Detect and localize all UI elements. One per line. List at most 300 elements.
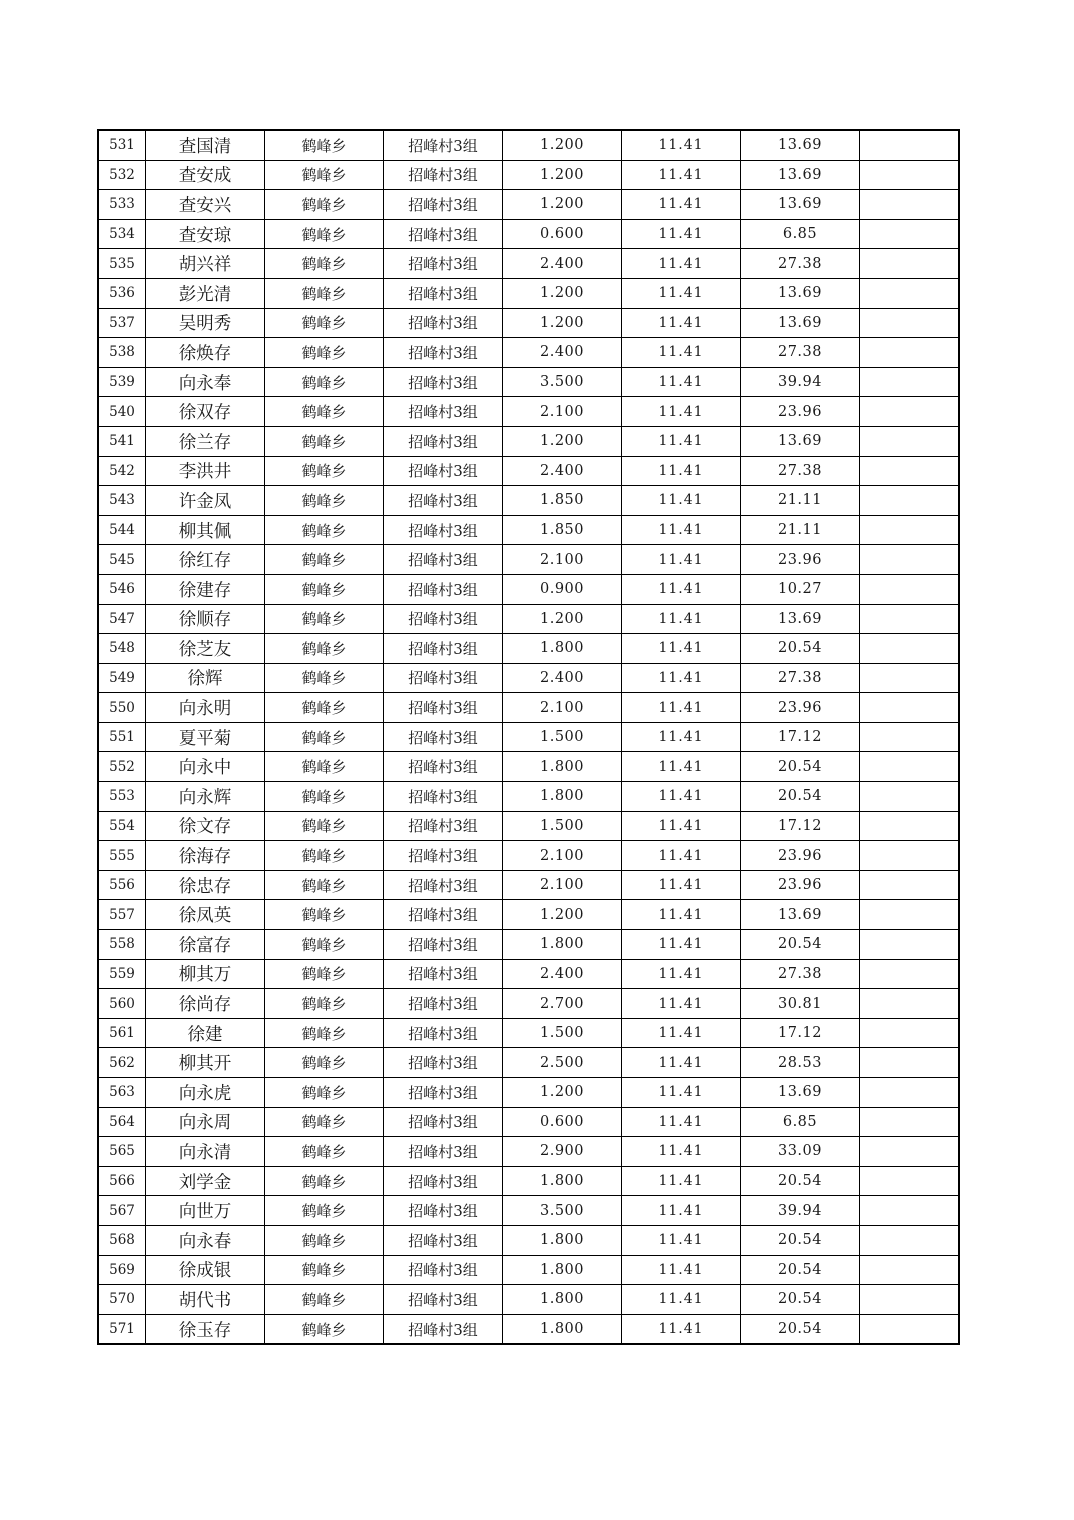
rate-cell: 11.41 xyxy=(622,782,741,812)
row-number-cell: 532 xyxy=(98,160,146,190)
township-cell: 鹤峰乡 xyxy=(265,1018,384,1048)
amount-cell: 21.11 xyxy=(741,515,860,545)
name-cell: 徐辉 xyxy=(146,663,265,693)
name-cell: 许金凤 xyxy=(146,486,265,516)
township-cell: 鹤峰乡 xyxy=(265,545,384,575)
township-cell: 鹤峰乡 xyxy=(265,604,384,634)
note-cell xyxy=(860,1107,960,1137)
township-cell: 鹤峰乡 xyxy=(265,219,384,249)
village-group-cell: 招峰村3组 xyxy=(384,190,503,220)
township-cell: 鹤峰乡 xyxy=(265,1078,384,1108)
amount-cell: 23.96 xyxy=(741,841,860,871)
amount-cell: 20.54 xyxy=(741,782,860,812)
table-row xyxy=(98,604,959,634)
note-cell xyxy=(860,1314,960,1344)
row-number-cell: 550 xyxy=(98,693,146,723)
note-cell xyxy=(860,1166,960,1196)
amount-cell: 6.85 xyxy=(741,219,860,249)
rate-cell: 11.41 xyxy=(622,752,741,782)
area-cell: 1.800 xyxy=(503,1314,622,1344)
rate-cell: 11.41 xyxy=(622,1285,741,1315)
amount-cell: 17.12 xyxy=(741,811,860,841)
township-cell: 鹤峰乡 xyxy=(265,959,384,989)
village-group-cell: 招峰村3组 xyxy=(384,870,503,900)
area-cell: 0.600 xyxy=(503,1107,622,1137)
table-row xyxy=(98,397,959,427)
name-cell: 夏平菊 xyxy=(146,722,265,752)
township-cell: 鹤峰乡 xyxy=(265,367,384,397)
rate-cell: 11.41 xyxy=(622,219,741,249)
row-number-cell: 538 xyxy=(98,338,146,368)
name-cell: 徐成银 xyxy=(146,1255,265,1285)
village-group-cell: 招峰村3组 xyxy=(384,308,503,338)
table-row xyxy=(98,1137,959,1167)
name-cell: 徐忠存 xyxy=(146,870,265,900)
township-cell: 鹤峰乡 xyxy=(265,308,384,338)
amount-cell: 13.69 xyxy=(741,426,860,456)
area-cell: 1.800 xyxy=(503,1166,622,1196)
township-cell: 鹤峰乡 xyxy=(265,722,384,752)
table-row xyxy=(98,722,959,752)
name-cell: 查安琼 xyxy=(146,219,265,249)
table-row xyxy=(98,545,959,575)
name-cell: 吴明秀 xyxy=(146,308,265,338)
amount-cell: 17.12 xyxy=(741,722,860,752)
amount-cell: 13.69 xyxy=(741,130,860,160)
note-cell xyxy=(860,278,960,308)
village-group-cell: 招峰村3组 xyxy=(384,811,503,841)
amount-cell: 6.85 xyxy=(741,1107,860,1137)
rate-cell: 11.41 xyxy=(622,1255,741,1285)
area-cell: 1.200 xyxy=(503,308,622,338)
township-cell: 鹤峰乡 xyxy=(265,160,384,190)
amount-cell: 33.09 xyxy=(741,1137,860,1167)
village-group-cell: 招峰村3组 xyxy=(384,515,503,545)
village-group-cell: 招峰村3组 xyxy=(384,1196,503,1226)
row-number-cell: 563 xyxy=(98,1078,146,1108)
area-cell: 1.800 xyxy=(503,930,622,960)
rate-cell: 11.41 xyxy=(622,1225,741,1255)
amount-cell: 39.94 xyxy=(741,367,860,397)
amount-cell: 23.96 xyxy=(741,397,860,427)
area-cell: 2.900 xyxy=(503,1137,622,1167)
note-cell xyxy=(860,486,960,516)
township-cell: 鹤峰乡 xyxy=(265,397,384,427)
row-number-cell: 568 xyxy=(98,1225,146,1255)
township-cell: 鹤峰乡 xyxy=(265,249,384,279)
note-cell xyxy=(860,308,960,338)
table-row xyxy=(98,367,959,397)
rate-cell: 11.41 xyxy=(622,989,741,1019)
village-group-cell: 招峰村3组 xyxy=(384,841,503,871)
amount-cell: 13.69 xyxy=(741,604,860,634)
amount-cell: 23.96 xyxy=(741,693,860,723)
name-cell: 查安兴 xyxy=(146,190,265,220)
village-group-cell: 招峰村3组 xyxy=(384,486,503,516)
township-cell: 鹤峰乡 xyxy=(265,900,384,930)
note-cell xyxy=(860,989,960,1019)
name-cell: 徐双存 xyxy=(146,397,265,427)
area-cell: 1.200 xyxy=(503,278,622,308)
village-group-cell: 招峰村3组 xyxy=(384,722,503,752)
area-cell: 3.500 xyxy=(503,367,622,397)
row-number-cell: 566 xyxy=(98,1166,146,1196)
township-cell: 鹤峰乡 xyxy=(265,752,384,782)
area-cell: 1.500 xyxy=(503,722,622,752)
township-cell: 鹤峰乡 xyxy=(265,989,384,1019)
village-group-cell: 招峰村3组 xyxy=(384,130,503,160)
rate-cell: 11.41 xyxy=(622,190,741,220)
note-cell xyxy=(860,959,960,989)
amount-cell: 30.81 xyxy=(741,989,860,1019)
amount-cell: 27.38 xyxy=(741,456,860,486)
area-cell: 1.850 xyxy=(503,486,622,516)
township-cell: 鹤峰乡 xyxy=(265,634,384,664)
note-cell xyxy=(860,397,960,427)
rate-cell: 11.41 xyxy=(622,338,741,368)
name-cell: 柳其万 xyxy=(146,959,265,989)
village-group-cell: 招峰村3组 xyxy=(384,1048,503,1078)
note-cell xyxy=(860,515,960,545)
amount-cell: 20.54 xyxy=(741,1225,860,1255)
area-cell: 1.200 xyxy=(503,604,622,634)
area-cell: 1.800 xyxy=(503,1255,622,1285)
table-row xyxy=(98,1255,959,1285)
name-cell: 徐尚存 xyxy=(146,989,265,1019)
row-number-cell: 539 xyxy=(98,367,146,397)
village-group-cell: 招峰村3组 xyxy=(384,249,503,279)
township-cell: 鹤峰乡 xyxy=(265,870,384,900)
note-cell xyxy=(860,219,960,249)
amount-cell: 27.38 xyxy=(741,663,860,693)
township-cell: 鹤峰乡 xyxy=(265,130,384,160)
name-cell: 徐文存 xyxy=(146,811,265,841)
amount-cell: 20.54 xyxy=(741,1166,860,1196)
township-cell: 鹤峰乡 xyxy=(265,278,384,308)
village-group-cell: 招峰村3组 xyxy=(384,1225,503,1255)
rate-cell: 11.41 xyxy=(622,1078,741,1108)
rate-cell: 11.41 xyxy=(622,1314,741,1344)
rate-cell: 11.41 xyxy=(622,1107,741,1137)
row-number-cell: 553 xyxy=(98,782,146,812)
note-cell xyxy=(860,1137,960,1167)
table-row xyxy=(98,811,959,841)
rate-cell: 11.41 xyxy=(622,1137,741,1167)
amount-cell: 27.38 xyxy=(741,249,860,279)
rate-cell: 11.41 xyxy=(622,811,741,841)
table-row xyxy=(98,1314,959,1344)
name-cell: 徐红存 xyxy=(146,545,265,575)
township-cell: 鹤峰乡 xyxy=(265,574,384,604)
note-cell xyxy=(860,1048,960,1078)
area-cell: 1.800 xyxy=(503,752,622,782)
row-number-cell: 567 xyxy=(98,1196,146,1226)
note-cell xyxy=(860,693,960,723)
row-number-cell: 556 xyxy=(98,870,146,900)
township-cell: 鹤峰乡 xyxy=(265,1285,384,1315)
area-cell: 3.500 xyxy=(503,1196,622,1226)
table-row xyxy=(98,219,959,249)
table-row xyxy=(98,870,959,900)
name-cell: 徐凤英 xyxy=(146,900,265,930)
table-row xyxy=(98,308,959,338)
village-group-cell: 招峰村3组 xyxy=(384,1137,503,1167)
village-group-cell: 招峰村3组 xyxy=(384,900,503,930)
note-cell xyxy=(860,130,960,160)
village-group-cell: 招峰村3组 xyxy=(384,338,503,368)
name-cell: 柳其开 xyxy=(146,1048,265,1078)
village-group-cell: 招峰村3组 xyxy=(384,426,503,456)
area-cell: 1.200 xyxy=(503,900,622,930)
village-group-cell: 招峰村3组 xyxy=(384,219,503,249)
note-cell xyxy=(860,752,960,782)
table-row xyxy=(98,930,959,960)
rate-cell: 11.41 xyxy=(622,249,741,279)
area-cell: 0.600 xyxy=(503,219,622,249)
amount-cell: 20.54 xyxy=(741,1314,860,1344)
rate-cell: 11.41 xyxy=(622,160,741,190)
amount-cell: 13.69 xyxy=(741,1078,860,1108)
village-group-cell: 招峰村3组 xyxy=(384,1285,503,1315)
rate-cell: 11.41 xyxy=(622,574,741,604)
amount-cell: 13.69 xyxy=(741,190,860,220)
amount-cell: 39.94 xyxy=(741,1196,860,1226)
village-group-cell: 招峰村3组 xyxy=(384,604,503,634)
name-cell: 胡代书 xyxy=(146,1285,265,1315)
table-row xyxy=(98,1225,959,1255)
name-cell: 李洪井 xyxy=(146,456,265,486)
area-cell: 2.400 xyxy=(503,456,622,486)
row-number-cell: 536 xyxy=(98,278,146,308)
row-number-cell: 544 xyxy=(98,515,146,545)
table-row xyxy=(98,1166,959,1196)
table-row xyxy=(98,338,959,368)
rate-cell: 11.41 xyxy=(622,456,741,486)
table-row xyxy=(98,1196,959,1226)
row-number-cell: 541 xyxy=(98,426,146,456)
rate-cell: 11.41 xyxy=(622,426,741,456)
area-cell: 1.500 xyxy=(503,811,622,841)
village-group-cell: 招峰村3组 xyxy=(384,1107,503,1137)
row-number-cell: 562 xyxy=(98,1048,146,1078)
amount-cell: 23.96 xyxy=(741,545,860,575)
township-cell: 鹤峰乡 xyxy=(265,1314,384,1344)
table-body xyxy=(98,130,959,1344)
name-cell: 柳其佩 xyxy=(146,515,265,545)
table-row xyxy=(98,1048,959,1078)
township-cell: 鹤峰乡 xyxy=(265,693,384,723)
township-cell: 鹤峰乡 xyxy=(265,841,384,871)
rate-cell: 11.41 xyxy=(622,959,741,989)
village-group-cell: 招峰村3组 xyxy=(384,930,503,960)
note-cell xyxy=(860,338,960,368)
amount-cell: 20.54 xyxy=(741,930,860,960)
amount-cell: 27.38 xyxy=(741,338,860,368)
area-cell: 2.400 xyxy=(503,959,622,989)
row-number-cell: 548 xyxy=(98,634,146,664)
name-cell: 向永明 xyxy=(146,693,265,723)
table-row xyxy=(98,456,959,486)
township-cell: 鹤峰乡 xyxy=(265,1196,384,1226)
township-cell: 鹤峰乡 xyxy=(265,426,384,456)
township-cell: 鹤峰乡 xyxy=(265,663,384,693)
table-row xyxy=(98,574,959,604)
row-number-cell: 540 xyxy=(98,397,146,427)
note-cell xyxy=(860,249,960,279)
village-group-cell: 招峰村3组 xyxy=(384,278,503,308)
row-number-cell: 542 xyxy=(98,456,146,486)
table-row xyxy=(98,1078,959,1108)
amount-cell: 13.69 xyxy=(741,308,860,338)
area-cell: 2.500 xyxy=(503,1048,622,1078)
village-group-cell: 招峰村3组 xyxy=(384,1314,503,1344)
area-cell: 2.100 xyxy=(503,545,622,575)
name-cell: 徐兰存 xyxy=(146,426,265,456)
table-row xyxy=(98,130,959,160)
township-cell: 鹤峰乡 xyxy=(265,515,384,545)
rate-cell: 11.41 xyxy=(622,870,741,900)
note-cell xyxy=(860,1225,960,1255)
name-cell: 彭光清 xyxy=(146,278,265,308)
village-group-cell: 招峰村3组 xyxy=(384,456,503,486)
rate-cell: 11.41 xyxy=(622,634,741,664)
row-number-cell: 545 xyxy=(98,545,146,575)
row-number-cell: 565 xyxy=(98,1137,146,1167)
rate-cell: 11.41 xyxy=(622,130,741,160)
township-cell: 鹤峰乡 xyxy=(265,1255,384,1285)
name-cell: 向永清 xyxy=(146,1137,265,1167)
amount-cell: 13.69 xyxy=(741,160,860,190)
note-cell xyxy=(860,1196,960,1226)
row-number-cell: 560 xyxy=(98,989,146,1019)
rate-cell: 11.41 xyxy=(622,604,741,634)
township-cell: 鹤峰乡 xyxy=(265,456,384,486)
amount-cell: 20.54 xyxy=(741,1285,860,1315)
area-cell: 2.100 xyxy=(503,397,622,427)
area-cell: 1.850 xyxy=(503,515,622,545)
name-cell: 向永虎 xyxy=(146,1078,265,1108)
row-number-cell: 549 xyxy=(98,663,146,693)
area-cell: 1.800 xyxy=(503,634,622,664)
name-cell: 向永奉 xyxy=(146,367,265,397)
row-number-cell: 570 xyxy=(98,1285,146,1315)
village-group-cell: 招峰村3组 xyxy=(384,367,503,397)
table-row xyxy=(98,278,959,308)
village-group-cell: 招峰村3组 xyxy=(384,959,503,989)
name-cell: 徐建存 xyxy=(146,574,265,604)
area-cell: 1.200 xyxy=(503,426,622,456)
village-group-cell: 招峰村3组 xyxy=(384,1078,503,1108)
note-cell xyxy=(860,1255,960,1285)
area-cell: 1.200 xyxy=(503,190,622,220)
area-cell: 2.400 xyxy=(503,338,622,368)
note-cell xyxy=(860,663,960,693)
row-number-cell: 559 xyxy=(98,959,146,989)
row-number-cell: 551 xyxy=(98,722,146,752)
village-group-cell: 招峰村3组 xyxy=(384,634,503,664)
amount-cell: 20.54 xyxy=(741,1255,860,1285)
amount-cell: 20.54 xyxy=(741,752,860,782)
township-cell: 鹤峰乡 xyxy=(265,338,384,368)
amount-cell: 13.69 xyxy=(741,900,860,930)
note-cell xyxy=(860,426,960,456)
note-cell xyxy=(860,1018,960,1048)
amount-cell: 13.69 xyxy=(741,278,860,308)
name-cell: 徐焕存 xyxy=(146,338,265,368)
note-cell xyxy=(860,545,960,575)
note-cell xyxy=(860,870,960,900)
table-row xyxy=(98,515,959,545)
area-cell: 1.200 xyxy=(503,1078,622,1108)
name-cell: 徐建 xyxy=(146,1018,265,1048)
name-cell: 徐富存 xyxy=(146,930,265,960)
table-row xyxy=(98,426,959,456)
rate-cell: 11.41 xyxy=(622,722,741,752)
note-cell xyxy=(860,574,960,604)
note-cell xyxy=(860,1285,960,1315)
rate-cell: 11.41 xyxy=(622,367,741,397)
area-cell: 1.800 xyxy=(503,1285,622,1315)
table-row xyxy=(98,1285,959,1315)
name-cell: 查安成 xyxy=(146,160,265,190)
row-number-cell: 558 xyxy=(98,930,146,960)
township-cell: 鹤峰乡 xyxy=(265,811,384,841)
amount-cell: 27.38 xyxy=(741,959,860,989)
township-cell: 鹤峰乡 xyxy=(265,1048,384,1078)
note-cell xyxy=(860,456,960,486)
township-cell: 鹤峰乡 xyxy=(265,1166,384,1196)
area-cell: 1.800 xyxy=(503,1225,622,1255)
village-group-cell: 招峰村3组 xyxy=(384,1255,503,1285)
area-cell: 2.400 xyxy=(503,249,622,279)
row-number-cell: 531 xyxy=(98,130,146,160)
rate-cell: 11.41 xyxy=(622,486,741,516)
note-cell xyxy=(860,367,960,397)
row-number-cell: 571 xyxy=(98,1314,146,1344)
name-cell: 徐顺存 xyxy=(146,604,265,634)
rate-cell: 11.41 xyxy=(622,841,741,871)
row-number-cell: 533 xyxy=(98,190,146,220)
village-group-cell: 招峰村3组 xyxy=(384,574,503,604)
row-number-cell: 535 xyxy=(98,249,146,279)
village-group-cell: 招峰村3组 xyxy=(384,160,503,190)
village-group-cell: 招峰村3组 xyxy=(384,1166,503,1196)
village-group-cell: 招峰村3组 xyxy=(384,1018,503,1048)
name-cell: 徐玉存 xyxy=(146,1314,265,1344)
rate-cell: 11.41 xyxy=(622,1048,741,1078)
row-number-cell: 537 xyxy=(98,308,146,338)
row-number-cell: 569 xyxy=(98,1255,146,1285)
row-number-cell: 561 xyxy=(98,1018,146,1048)
table-row xyxy=(98,959,959,989)
note-cell xyxy=(860,634,960,664)
name-cell: 向永周 xyxy=(146,1107,265,1137)
row-number-cell: 557 xyxy=(98,900,146,930)
village-group-cell: 招峰村3组 xyxy=(384,545,503,575)
note-cell xyxy=(860,782,960,812)
table-row xyxy=(98,1018,959,1048)
row-number-cell: 547 xyxy=(98,604,146,634)
area-cell: 2.100 xyxy=(503,870,622,900)
row-number-cell: 552 xyxy=(98,752,146,782)
note-cell xyxy=(860,930,960,960)
area-cell: 2.700 xyxy=(503,989,622,1019)
area-cell: 1.800 xyxy=(503,782,622,812)
note-cell xyxy=(860,841,960,871)
table-row xyxy=(98,486,959,516)
area-cell: 0.900 xyxy=(503,574,622,604)
rate-cell: 11.41 xyxy=(622,900,741,930)
